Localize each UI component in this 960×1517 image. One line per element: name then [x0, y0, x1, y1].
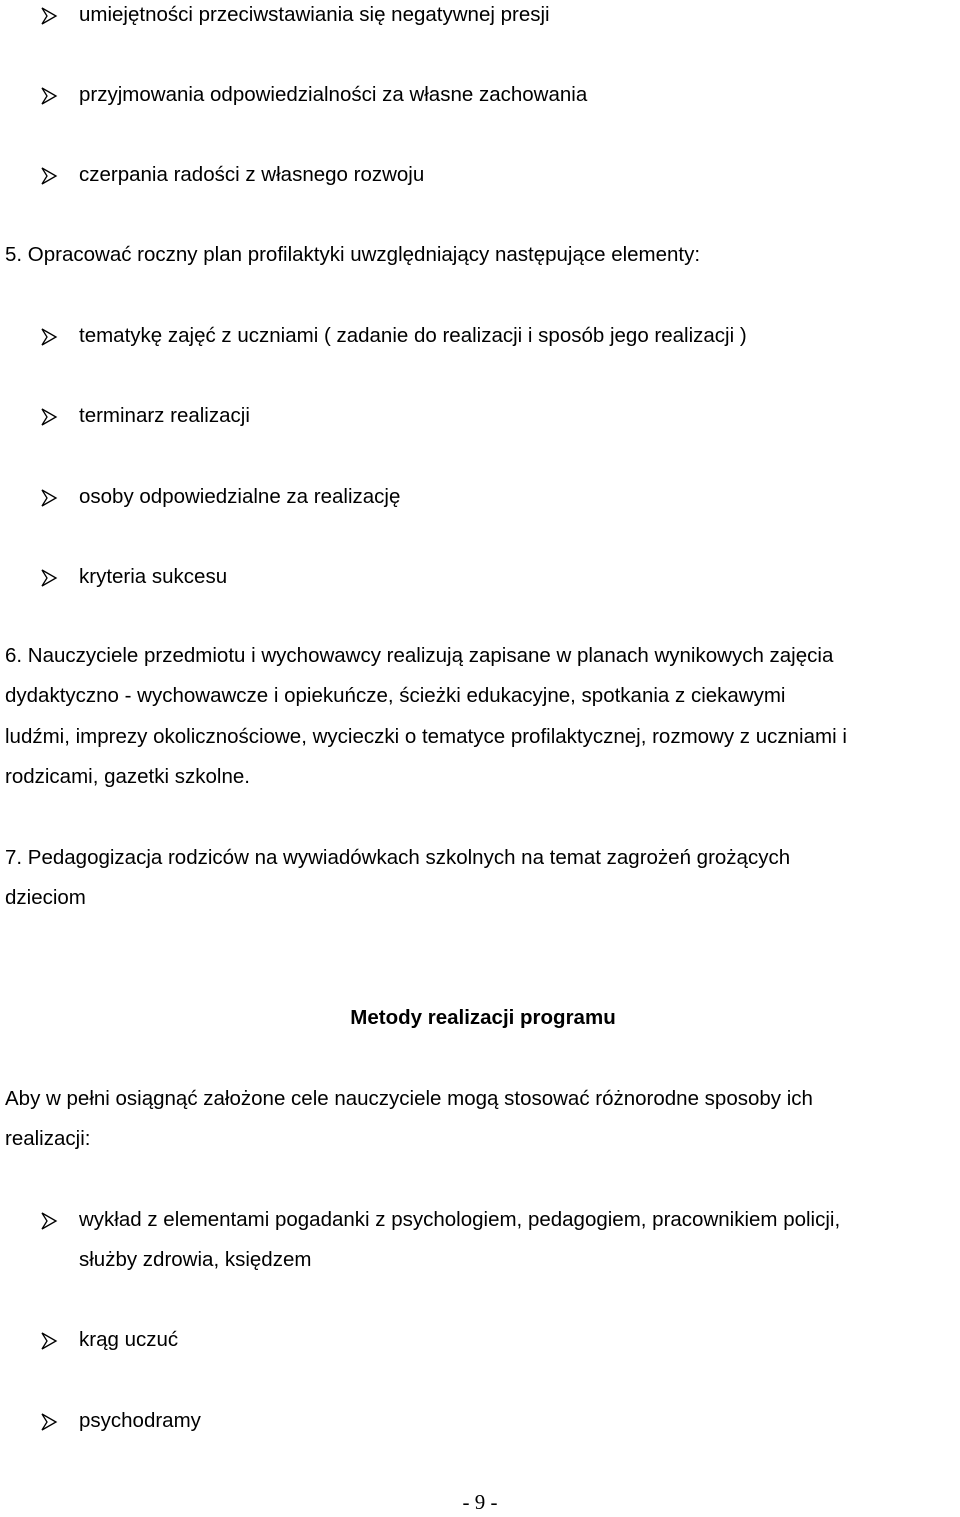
paragraph-line: realizacji: [5, 1127, 91, 1150]
arrow-bullet-icon [40, 1413, 58, 1431]
paragraph-line: ludźmi, imprezy okolicznościowe, wycieczki o tematyce profilaktycznej, rozmowy z uczniami i [5, 725, 847, 748]
paragraph-line: dzieciom [5, 886, 86, 909]
arrow-bullet-icon [40, 1332, 58, 1350]
list-item-text: przyjmowania odpowiedzialności za własne zachowania [79, 83, 588, 106]
section-heading: Metody realizacji programu [350, 1006, 616, 1029]
arrow-bullet-icon [40, 328, 58, 346]
list-item-text: tematykę zajęć z uczniami ( zadanie do realizacji i sposób jego realizacji ) [79, 324, 747, 347]
paragraph-line: 6. Nauczyciele przedmiotu i wychowawcy realizują zapisane w planach wynikowych zajęcia [5, 644, 834, 667]
list-item-text: psychodramy [79, 1409, 201, 1432]
list-item-text: krąg uczuć [79, 1328, 179, 1351]
list-item-text: czerpania radości z własnego rozwoju [79, 163, 425, 186]
list-item-text: kryteria sukcesu [79, 565, 228, 588]
list-item-text: wykład z elementami pogadanki z psychologiem, pedagogiem, pracownikiem policji, [79, 1208, 841, 1231]
paragraph-line: 7. Pedagogizacja rodziców na wywiadówkach szkolnych na temat zagrożeń grożących [5, 846, 791, 869]
list-item-text-continued: służby zdrowia, księdzem [79, 1248, 312, 1271]
list-item-text: terminarz realizacji [79, 404, 250, 427]
paragraph-line: Aby w pełni osiągnąć założone cele nauczyciele mogą stosować różnorodne sposoby ich [5, 1087, 813, 1110]
arrow-bullet-icon [40, 489, 58, 507]
arrow-bullet-icon [40, 408, 58, 426]
paragraph-line: dydaktyczno - wychowawcze i opiekuńcze, ścieżki edukacyjne, spotkania z ciekawymi [5, 684, 786, 707]
list-item-text: osoby odpowiedzialne za realizację [79, 485, 401, 508]
arrow-bullet-icon [40, 7, 58, 25]
list-item-text: umiejętności przeciwstawiania się negatywnej presji [79, 3, 550, 26]
arrow-bullet-icon [40, 87, 58, 105]
paragraph-line: rodzicami, gazetki szkolne. [5, 765, 250, 788]
page-number: - 9 - [462, 1490, 498, 1514]
arrow-bullet-icon [40, 1212, 58, 1230]
point-5-text: 5. Opracować roczny plan profilaktyki uwzględniający następujące elementy: [5, 243, 701, 266]
arrow-bullet-icon [40, 167, 58, 185]
arrow-bullet-icon [40, 569, 58, 587]
